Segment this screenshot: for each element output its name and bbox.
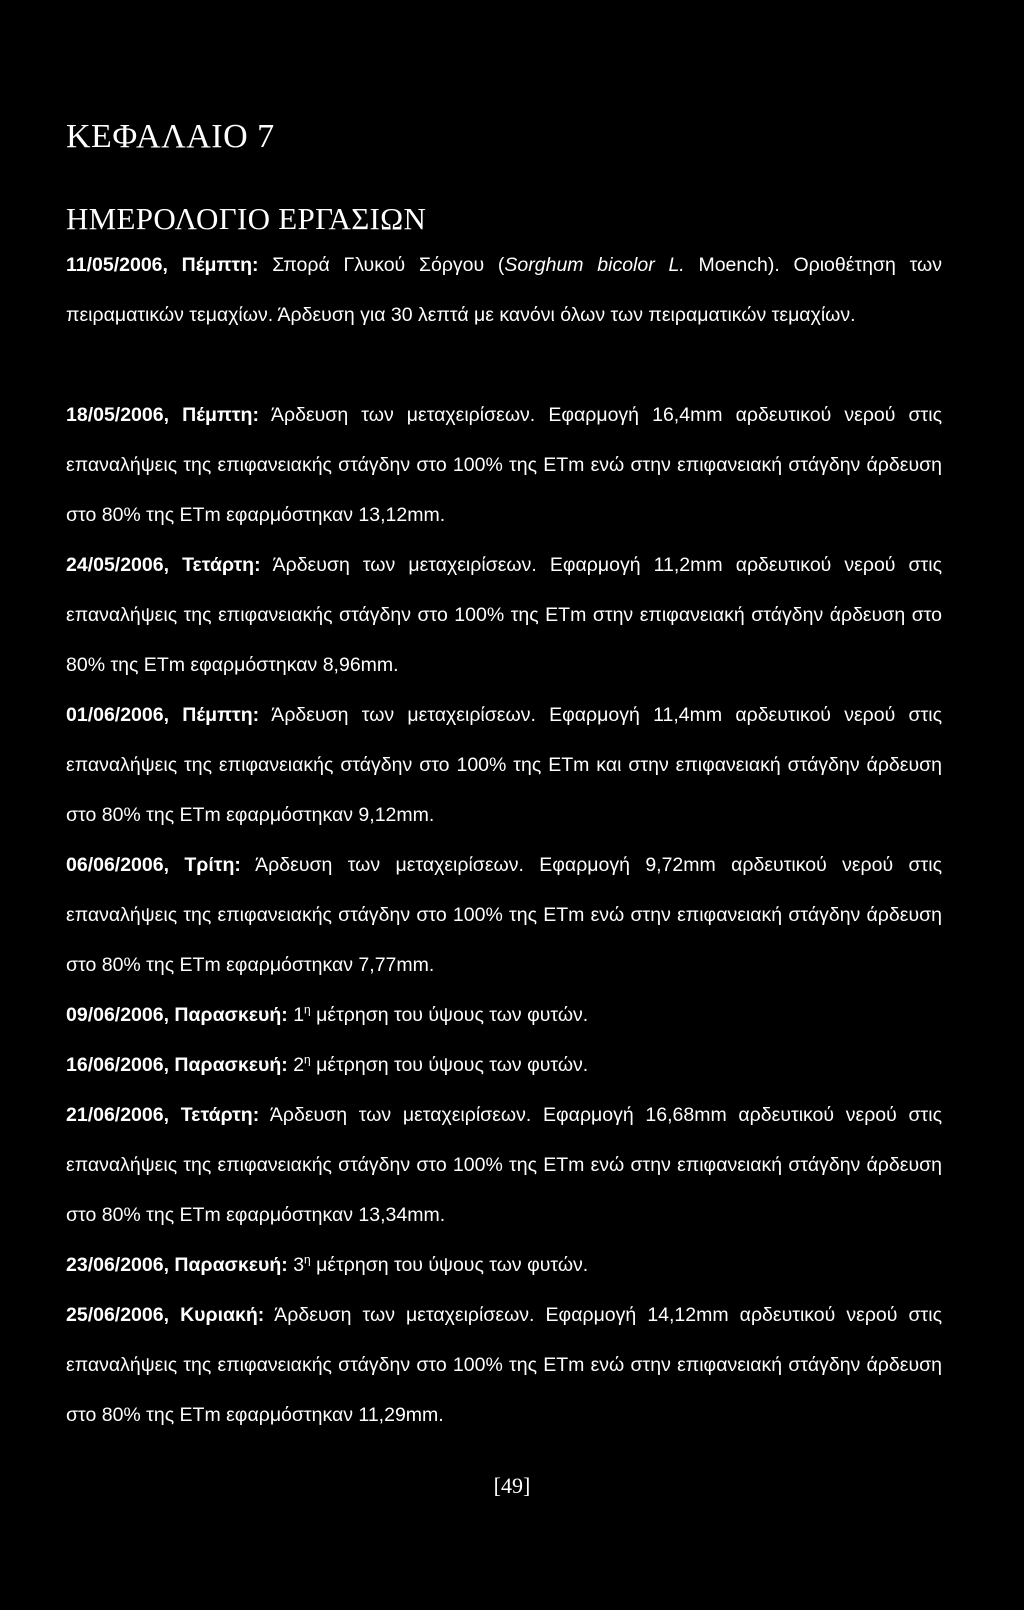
entry-text: Άρδευση των μεταχειρίσεων. Εφαρμογή 16,4mm αρδευτικού νερού στις επαναλήψεις της επιφανειακής στάγδην στο 100% της ETm ενώ στην επιφανειακή στάγδην άρδευση στο 80% της ETm εφαρμόστηκαν 13,12mm. [66, 404, 942, 526]
entry-text: Άρδευση των μεταχειρίσεων. Εφαρμογή 16,68mm αρδευτικού νερού στις επαναλήψεις της επιφανειακής στάγδην στο 100% της ETm ενώ στην επιφανειακή στάγδην άρδευση στο 80% της ETm εφαρμόστηκαν 13,34mm. [66, 1104, 942, 1226]
entry-date: 06/06/2006, Τρίτη: [66, 854, 241, 876]
diary-entry [66, 990, 942, 1040]
entry-date: 23/06/2006, Παρασκευή: [66, 1254, 288, 1276]
entry-text: Άρδευση των μεταχειρίσεων. Εφαρμογή 9,72mm αρδευτικού νερού στις επαναλήψεις της επιφανειακής στάγδην στο 100% της ETm ενώ στην επιφανειακή στάγδην άρδευση στο 80% της ETm εφαρμόστηκαν 7,77mm. [66, 854, 942, 976]
measurement-number: 3 [287, 1254, 305, 1276]
entry-date: 18/05/2006, Πέμπτη: [66, 404, 259, 426]
species-name: Sorghum bicolor L. [504, 254, 685, 276]
entry-date: 16/06/2006, Παρασκευή: [66, 1054, 288, 1076]
diary-entry [66, 840, 942, 990]
diary-entry [66, 1290, 942, 1440]
diary-entry [66, 240, 942, 340]
chapter-title: ΚΕΦΑΛΑΙΟ 7 [66, 118, 275, 155]
entry-text: Άρδευση των μεταχειρίσεων. Εφαρμογή 11,4mm αρδευτικού νερού στις επαναλήψεις της επιφανειακής στάγδην στο 100% της ETm και στην επιφανειακή στάγδην άρδευση στο 80% της ETm εφαρμόστηκαν 9,12mm. [66, 704, 942, 826]
entry-date: 24/05/2006, Τετάρτη: [66, 554, 261, 576]
entry-text: Άρδευση των μεταχειρίσεων. Εφαρμογή 11,2mm αρδευτικού νερού στις επαναλήψεις της επιφανειακής στάγδην στο 100% της ETm στην επιφανειακή στάγδην άρδευση στο 80% της ETm εφαρμόστηκαν 8,96mm. [66, 554, 942, 676]
page-number: [49] [493, 1473, 531, 1498]
entry-text: μέτρηση του ύψους των φυτών. [310, 1004, 589, 1026]
entry-date: 11/05/2006, Πέμπτη: [66, 254, 259, 276]
diary-entry [66, 390, 942, 540]
measurement-number: 1 [287, 1004, 305, 1026]
entry-text: Σπορά Γλυκού Σόργου ( [258, 254, 505, 276]
section-title: ΗΜΕΡΟΛΟΓΙΟ ΕΡΓΑΣΙΩΝ [66, 201, 427, 236]
entry-text: Άρδευση των μεταχειρίσεων. Εφαρμογή 14,12mm αρδευτικού νερού στις επαναλήψεις της επιφανειακής στάγδην στο 100% της ETm ενώ στην επιφανειακή στάγδην άρδευση στο 80% της ETm εφαρμόστηκαν 11,29mm. [66, 1304, 942, 1426]
diary-entry [66, 1040, 942, 1090]
ordinal-suffix: η [304, 1052, 311, 1067]
entry-date: 09/06/2006, Παρασκευή: [66, 1004, 288, 1026]
entry-date: 21/06/2006, Τετάρτη: [66, 1104, 260, 1126]
entry-text: μέτρηση του ύψους των φυτών. [310, 1054, 589, 1076]
diary-entry [66, 690, 942, 840]
entry-date: 25/06/2006, Κυριακή: [66, 1304, 265, 1326]
entry-text: μέτρηση του ύψους των φυτών. [310, 1254, 589, 1276]
entry-date: 01/06/2006, Πέμπτη: [66, 704, 260, 726]
ordinal-suffix: η [304, 1002, 311, 1017]
diary-entry [66, 540, 942, 690]
measurement-number: 2 [287, 1054, 305, 1076]
diary-entry [66, 1090, 942, 1240]
entry-text: Moench). Οριοθέτηση των πειραματικών τεμαχίων. Άρδευση για 30 λεπτά με κανόνι όλων των πειραματικών τεμαχίων. [66, 254, 943, 326]
ordinal-suffix: η [304, 1252, 311, 1267]
diary-entry [66, 1240, 942, 1290]
